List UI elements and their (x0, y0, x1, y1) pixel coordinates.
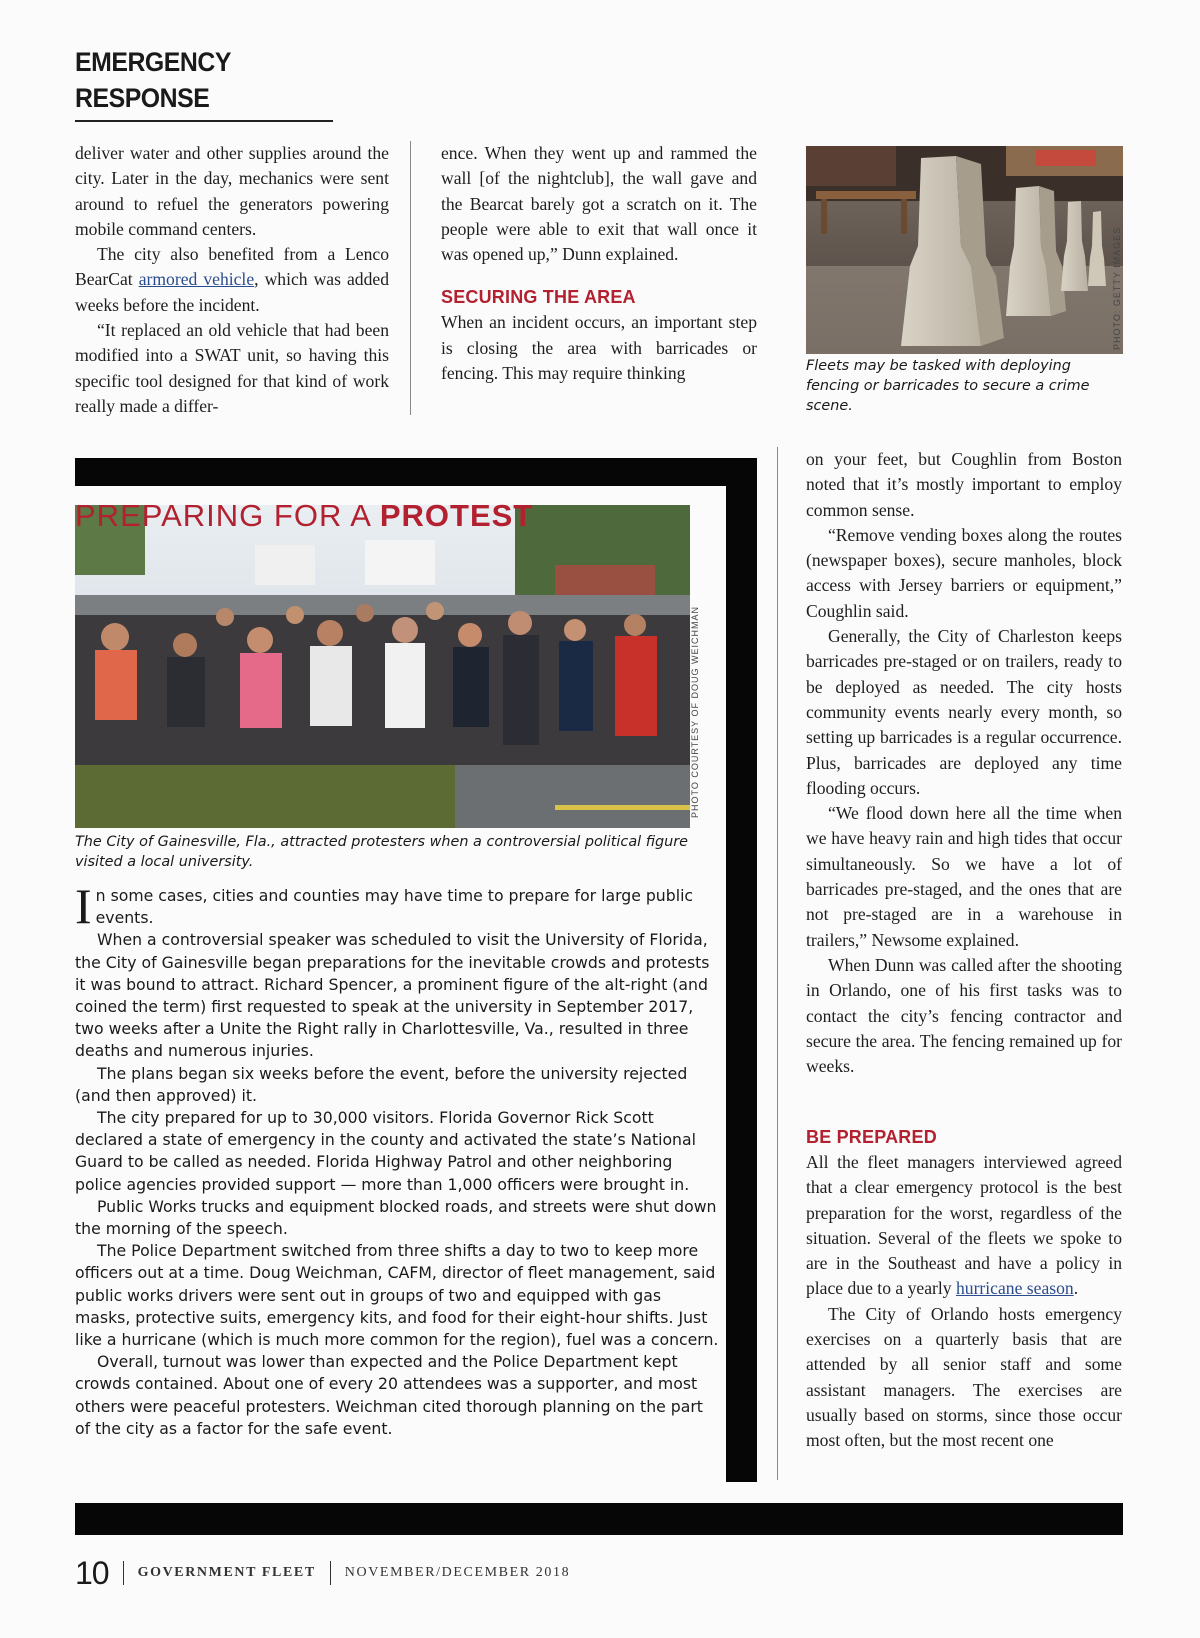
drop-cap: I (75, 878, 92, 934)
paragraph: “We flood down here all the time when we have heavy rain and high tides that occur simultaneously. So we have a lot of barricades pre-staged, and the ones that are not pre-staged are in a warehouse in trailers,” Newsome explained. (806, 803, 1122, 950)
paragraph: ence. When they went up and rammed the wall [of the nightclub], the wall gave and the Bearcat barely got a scratch on it. The people were able to exit that wall once it was opened up,” Dunn explained. (441, 143, 757, 265)
paragraph: The Police Department switched from three shifts a day to two to keep more officers out at a time. Doug Weichman, CAFM, director of fleet management, said public works drivers were sent out in groups of two and equipped with gas masks, protective suits, emergency kits, and food for their eight-hour shifts. Just like a hurricane (which is much more common for the region), fuel was a concern. (75, 1241, 719, 1350)
sidebar-body (75, 878, 720, 1440)
paragraph: “Remove vending boxes along the routes (newspaper boxes), secure manholes, block access with Jersey barriers or equipment,” Coughlin said. (806, 524, 1122, 621)
footer-divider (123, 1561, 124, 1585)
page-number: 10 (75, 1554, 109, 1591)
text-span: . (1073, 1278, 1079, 1299)
hurricane-season-link[interactable]: hurricane season (955, 1278, 1074, 1299)
armored-vehicle-link[interactable]: armored vehicle (138, 269, 255, 290)
barricades-photo (806, 146, 1123, 354)
column-divider (410, 141, 411, 415)
text-span: , which was added weeks before the incident. (75, 269, 390, 315)
sidebar-title-bold: PROTEST (379, 498, 534, 533)
subhead-securing-the-area: SECURING THE AREA (441, 287, 636, 308)
paragraph (75, 878, 720, 934)
footer-divider (330, 1561, 331, 1585)
sidebar-title-light: PREPARING FOR A (75, 498, 380, 533)
photo-credit: PHOTO: GETTY IMAGES (1112, 226, 1122, 350)
paragraph: on your feet, but Coughlin from Boston noted that it’s mostly important to employ common sense. (806, 449, 1122, 520)
photo-credit: PHOTO COURTESY OF DOUG WEICHMAN (690, 605, 700, 818)
article-column-3 (806, 447, 1122, 1079)
paragraph: deliver water and other supplies around the city. Later in the day, mechanics were sent around to refuel the generators powering mobile command centers. (75, 143, 389, 239)
paragraph: Overall, turnout was lower than expected and the Police Department kept crowds contained. About one of every 20 attendees was a supporter, and most others were peaceful protesters. Weichman cited thorough planning on the part of the city as a factor for the safe event. (75, 1352, 703, 1438)
paragraph: The plans began six weeks before the event, before the university rejected (and then approved) it. (75, 1063, 688, 1105)
issue-date: NOVEMBER/DECEMBER 2018 (344, 1565, 571, 1580)
sidebar-top-bar (75, 458, 757, 486)
bottom-bar (75, 1503, 1123, 1535)
column-divider (777, 447, 778, 1480)
photo-caption: The City of Gainesville, Fla., attracted protesters when a controversial political figure visited a local university. (75, 834, 689, 870)
page-footer (75, 1553, 570, 1593)
paragraph: Public Works trucks and equipment blocked roads, and streets were shut down the morning of the speech. (75, 1196, 717, 1239)
header-rule (75, 120, 333, 122)
paragraph: The City of Orlando hosts emergency exercises on a quarterly basis that are attended by all senior staff and some assistant managers. The exercises are usually based on storms, since those occur most often, but the most recent one (806, 1303, 1122, 1451)
paragraph: When an incident occurs, an important step is closing the area with barricades or fencing. This may require thinking (441, 312, 757, 384)
publication-name: GOVERNMENT FLEET (137, 1565, 316, 1580)
paragraph: Generally, the City of Charleston keeps barricades pre-staged or on trailers, ready to be deployed as needed. The city hosts community events nearly every month, so setting up barricades is a regular occurrence. Plus, barricades are deployed any time flooding occurs. (806, 626, 1122, 798)
article-column-1 (75, 141, 389, 419)
paragraph (806, 1150, 1122, 1302)
section-title: EMERGENCY RESPONSE (75, 47, 231, 113)
section-header (75, 44, 333, 122)
photo-caption: Fleets may be tasked with deploying fencing or barricades to secure a crime scene. (806, 358, 1090, 414)
paragraph (75, 242, 389, 318)
paragraph: The city prepared for up to 30,000 visitors. Florida Governor Rick Scott declared a state of emergency in the county and activated the state’s National Guard to be called as needed. Florida Highway Patrol and other neighboring police agencies provided support — more than 1,000 officers were brought in. (75, 1108, 696, 1194)
subhead-be-prepared: BE PREPARED (806, 1127, 937, 1147)
article-column-2 (441, 141, 757, 386)
paragraph: When a controversial speaker was scheduled to visit the University of Florida, the City of Gainesville began preparations for the inevitable crowds and protests it was bound to attract. Richard Spencer, a prominent figure of the alt-right (and coined the term) first requested to speak at the university in September 2017, two weeks after a Unite the Right rally in Charlottesville, Va., resulted in three deaths and numerous injuries. (75, 930, 710, 1061)
text-span: n some cases, cities and counties may have time to prepare for large public events. (95, 886, 694, 928)
barricades-illustration (806, 146, 1123, 354)
protest-photo (75, 505, 690, 828)
protest-crowd-illustration (75, 505, 690, 828)
paragraph: When Dunn was called after the shooting in Orlando, one of his first tasks was to contact the city’s fencing contractor and secure the area. The fencing remained up for weeks. (806, 954, 1122, 1077)
text-span: All the fleet managers interviewed agreed that a clear emergency protocol is the best preparation for the worst, regardless of the situation. Several of the fleets we spoke to are in the Southeast and have a policy in place due to a yearly (806, 1152, 1122, 1299)
sidebar-right-bar (726, 458, 757, 1482)
sidebar-title (75, 497, 533, 535)
article-column-3-continued (806, 1125, 1122, 1454)
paragraph: “It replaced an old vehicle that had been modified into a SWAT unit, so having this specific tool designed for that kind of work really made a differ- (75, 320, 389, 416)
text-span: The city also benefited from a Lenco BearCat (75, 244, 389, 290)
